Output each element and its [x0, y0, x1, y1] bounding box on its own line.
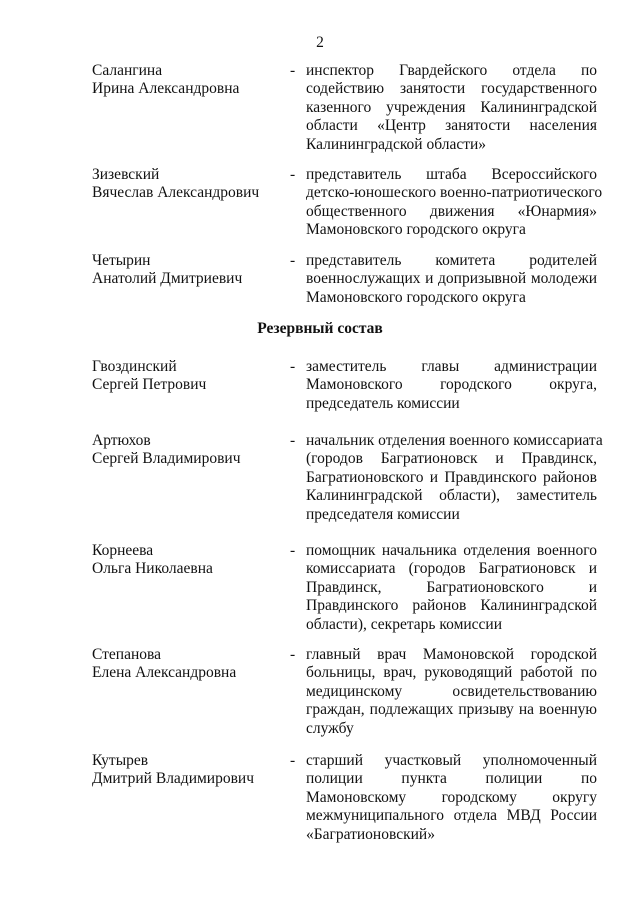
- dash-separator: -: [290, 358, 296, 375]
- dash-separator: -: [290, 646, 296, 663]
- dash-separator: -: [290, 62, 296, 79]
- member-name: Степанова Елена Александровна: [92, 646, 237, 682]
- dash-separator: -: [290, 542, 296, 559]
- member-name: Четырин Анатолий Дмитриевич: [92, 252, 243, 288]
- member-position: инспектор Гвардейского отдела по содействию занятости государственного казенного учреждения Калининградской области «Центр занятости населения Калининградской области»: [306, 62, 597, 153]
- page-number: 2: [316, 34, 324, 51]
- member-name: Салангина Ирина Александровна: [92, 62, 240, 98]
- member-name: Корнеева Ольга Николаевна: [92, 542, 213, 578]
- member-position: представитель комитета родителей военнослужащих и допризывной молодежи Мамоновского городского округа: [306, 252, 597, 306]
- dash-separator: -: [290, 432, 296, 449]
- dash-separator: -: [290, 752, 296, 769]
- member-name: Артюхов Сергей Владимирович: [92, 432, 241, 468]
- member-name: Кутырев Дмитрий Владимирович: [92, 752, 255, 788]
- member-position: начальник отделения военного комиссариата (городов Багратионовск и Правдинск, Багратионовского и Правдинского районов Калининградской области), заместитель председателя комиссии: [306, 432, 603, 523]
- section-heading: Резервный состав: [257, 320, 383, 337]
- member-name: Гвоздинский Сергей Петрович: [92, 358, 207, 394]
- member-name: Зизевский Вячеслав Александрович: [92, 166, 260, 202]
- dash-separator: -: [290, 166, 296, 183]
- member-position: заместитель главы администрации Мамоновского городского округа, председатель комиссии: [306, 358, 597, 412]
- member-position: помощник начальника отделения военного комиссариата (городов Багратионовск и Правдинск, Багратионовского и Правдинского районов Калининградской области), секретарь комиссии: [306, 542, 597, 633]
- dash-separator: -: [290, 252, 296, 269]
- member-position: старший участковый уполномоченный полиции пункта полиции по Мамоновскому городскому округу межмуниципального отдела МВД России «Багратионовский»: [306, 752, 597, 843]
- member-position: главный врач Мамоновской городской больницы, врач, руководящий работой по медицинскому освидетельствованию граждан, подлежащих призыву на военную службу: [306, 646, 597, 737]
- member-position: представитель штаба Всероссийского детско-юношеского военно-патриотического общественного движения «Юнармия» Мамоновского городского округа: [306, 166, 603, 239]
